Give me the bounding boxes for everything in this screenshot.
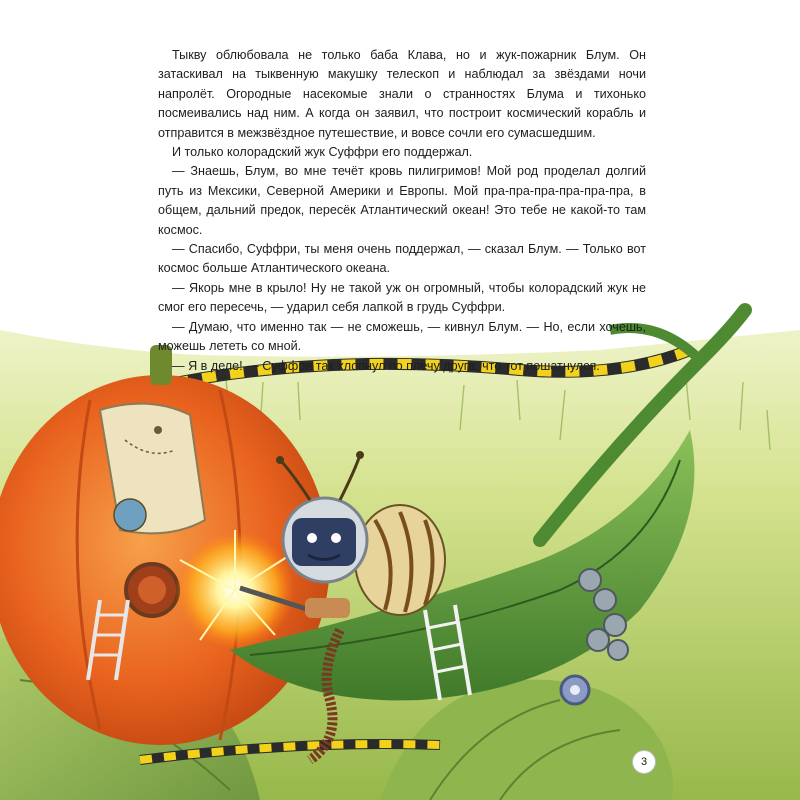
paragraph: — Якорь мне в крыло! Ну не такой уж он огромный, чтобы колорадский жук не смог его пересечь, — ударил себя лапкой в грудь Суффри.: [158, 280, 646, 315]
paragraph: — Я в деле! — Суффри так хлопнул по плечу друга, что тот пошатнулся.: [172, 358, 600, 373]
page-number: 3: [632, 750, 656, 774]
paragraph: — Думаю, что именно так — не сможешь, — кивнул Блум. — Но, если хочешь, можешь лететь со мной.: [158, 319, 646, 354]
story-text: [158, 46, 646, 376]
paragraph: — Знаешь, Блум, во мне течёт кровь пилигримов! Мой род проделал долгий путь из Мексики, Северной Америки и Европы. Мой пра-пра-пра-пра-пра-пра, в общем, дальний предок, пересёк Атлантический океан! Это тебе не какой-то там космос.: [158, 164, 646, 237]
paragraph: И только колорадский жук Суффри его поддержал.: [172, 145, 473, 160]
paragraph: Тыкву облюбовала не только баба Клава, но и жук-пожарник Блум. Он затаскивал на тыквенную макушку телескоп и наблюдал за звёздами ночи напролёт. Огородные насекомые знали о странностях Блума и тихонько посмеивались над ним. А когда он заявил, что построит космический корабль и отправится в межзвёздное путешествие, и вовсе сочли его сумасшедшим.: [158, 48, 646, 140]
paragraph: — Спасибо, Суффри, ты меня очень поддержал, — сказал Блум. — Только вот космос больше Атлантического океана.: [158, 242, 646, 276]
